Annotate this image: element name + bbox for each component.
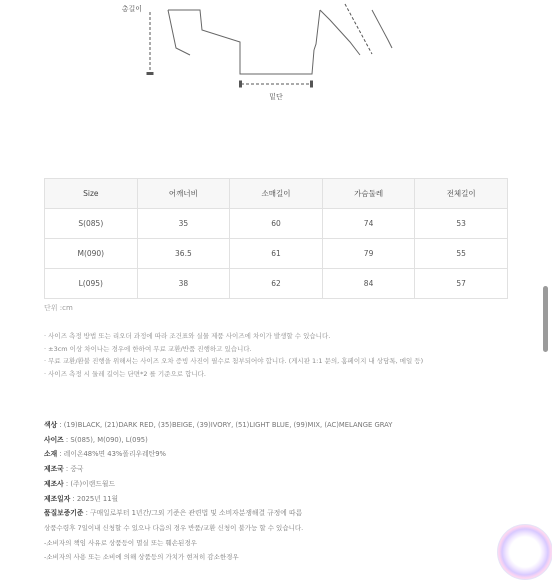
sleeve-guide (345, 4, 372, 54)
detail-country (44, 462, 514, 477)
note-item: · 사이즈 측정 방법 또는 리오더 과정에 따라 조건표와 실물 제품 사이즈에 차이가 발생할 수 있습니다. (44, 332, 331, 340)
detail-value: : (주)이랜드월드 (63, 479, 116, 488)
header-length: 전체길이 (415, 179, 508, 209)
cell-shoulder: 35 (137, 209, 230, 239)
detail-value: : (19)BLACK, (21)DARK RED, (35)BEIGE, (39)IVORY, (51)LIGHT BLUE, (99)MIX, (AC)MELANGE GRAY (57, 421, 393, 429)
detail-material (44, 447, 514, 462)
floating-chat-button[interactable] (497, 524, 552, 580)
return-policy-line: -소비자의 사용 또는 소비에 의해 상품등의 가치가 현저히 감소한경우 (44, 553, 239, 562)
detail-date (44, 492, 514, 507)
detail-value: : 2025년 11월 (70, 494, 119, 503)
note-item: · 무료 교환/환불 진행을 위해서는 사이즈 오차 증빙 사진이 필수로 첨부되어야 합니다. (게시판 1:1 문의, 홈페이지 내 상담톡, 메일 등) (44, 357, 424, 366)
cell-shoulder: 36.5 (137, 239, 230, 269)
return-policy-line: -소비자의 책임 사유로 상품등이 멸실 또는 훼손된경우 (44, 538, 197, 547)
scrollbar-thumb[interactable] (543, 286, 548, 352)
cell-length: 55 (415, 239, 508, 269)
product-details (44, 418, 514, 565)
header-sleeve: 소매길이 (230, 179, 323, 209)
cell-chest: 74 (322, 209, 415, 239)
size-notes (44, 330, 423, 380)
cell-size: L(095) (45, 269, 138, 299)
cell-sleeve: 60 (230, 209, 323, 239)
detail-label: 사이즈 (44, 435, 64, 444)
size-table-header-row (45, 179, 508, 209)
cell-chest: 79 (322, 239, 415, 269)
detail-value: : 레이온48%면 43%폴리우레탄9% (57, 450, 167, 459)
detail-label: 소재 (44, 450, 58, 459)
detail-size (44, 433, 514, 448)
return-policy-line: 상품수령후 7일이내 신청할 수 있으나 다음의 경우 반품/교환 신청이 불가능 할 수 있습니다. (44, 523, 304, 532)
header-size: Size (45, 179, 138, 209)
detail-label: 제조일자 (44, 494, 71, 503)
length-label: 총길이 (121, 5, 142, 13)
detail-label: 제조사 (44, 479, 64, 488)
detail-value: : 구매일로부터 1년간/그외 기준은 관련법 및 소비자분쟁해결 규정에 따름 (83, 509, 303, 518)
table-row (45, 269, 508, 299)
cell-length: 57 (415, 269, 508, 299)
cell-sleeve: 61 (230, 239, 323, 269)
cell-size: S(085) (45, 209, 138, 239)
table-row (45, 209, 508, 239)
size-table (44, 178, 508, 299)
header-chest: 가슴둘레 (322, 179, 415, 209)
detail-warranty (44, 506, 514, 521)
detail-value: : S(085), M(090), L(095) (63, 435, 148, 444)
cell-chest: 84 (322, 269, 415, 299)
detail-manufacturer (44, 477, 514, 492)
cell-shoulder: 38 (137, 269, 230, 299)
note-item: · ±3cm 이상 차이나는 경우에 한하여 무료 교환/반품 진행하고 있습니다. (44, 344, 252, 353)
hem-label: 밑단 (269, 93, 283, 101)
table-row (45, 239, 508, 269)
detail-label: 제조국 (44, 465, 64, 474)
cell-size: M(090) (45, 239, 138, 269)
garment-diagram (0, 0, 552, 110)
cell-sleeve: 62 (230, 269, 323, 299)
detail-color (44, 418, 514, 433)
header-shoulder: 어깨너비 (137, 179, 230, 209)
cell-length: 53 (415, 209, 508, 239)
note-item: · 사이즈 측정 시 둘레 길이는 단면*2 를 기준으로 합니다. (44, 369, 206, 378)
unit-label: 단위 :cm (44, 304, 73, 312)
detail-value: : 중국 (63, 465, 84, 474)
detail-label: 품질보증기준 (44, 509, 84, 518)
detail-label: 색상 (44, 421, 58, 429)
